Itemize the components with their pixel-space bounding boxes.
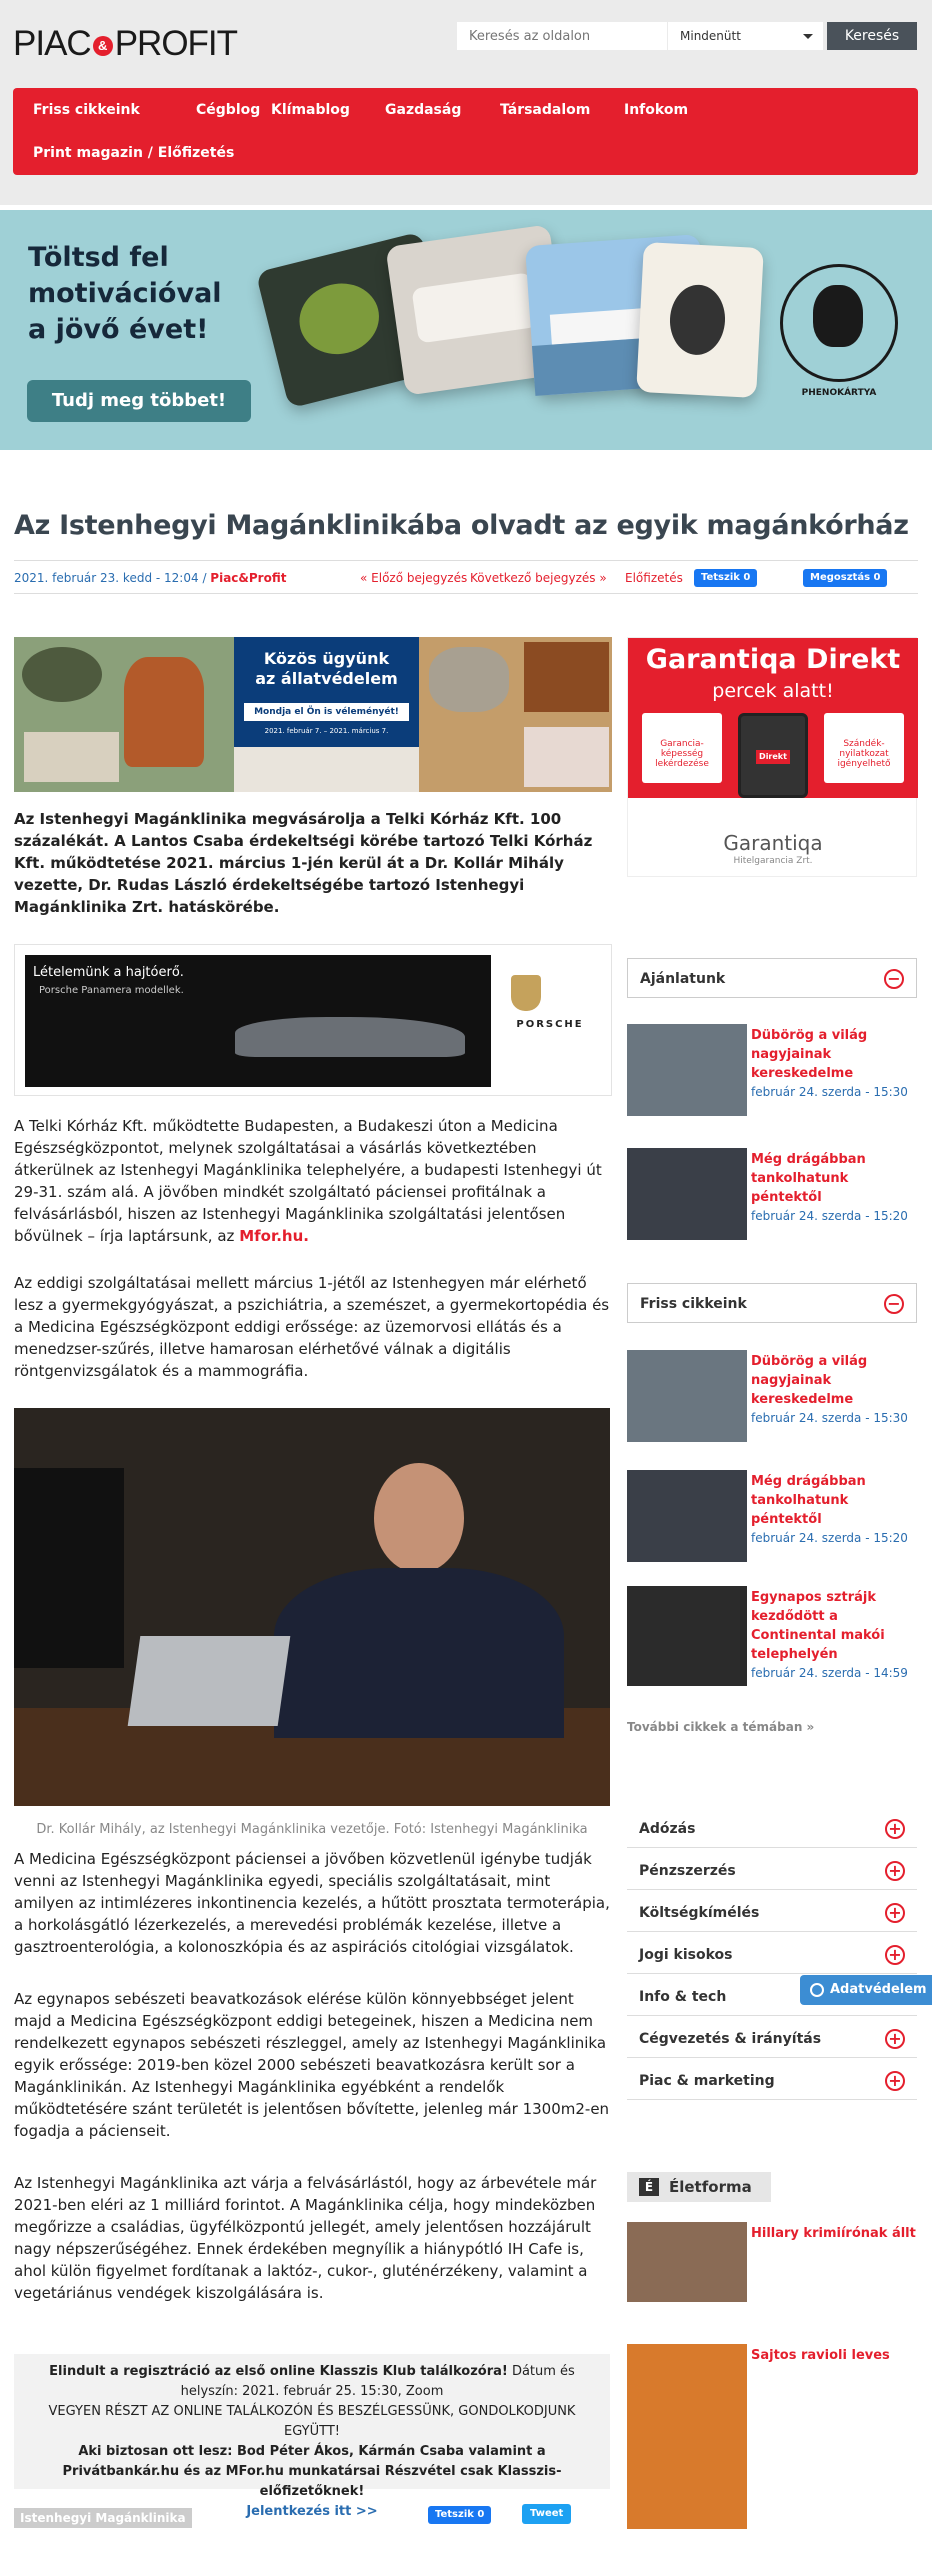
logo-ampersand: & bbox=[93, 36, 113, 56]
paragraph-1-text: A Telki Kórház Kft. működtette Budapesten, a Budakeszi úton a Medicina Egészségközpontot, melynek szolgáltatásai a vásárlás következtében átkerülnek az Istenhegyi Magánklinika telephelyére, a budapesti Istenhegyi út 29-31. szám alá. A jövőben mindkét szolgáltató páciensei profitálnak a felvásárlásból, hiszen az Istenhegyi Magánklinika szolgáltatási jelentősen bővülnek – írja laptársunk, az bbox=[14, 1117, 602, 1245]
eletforma-title: Életforma bbox=[669, 2178, 752, 2196]
news-item-text bbox=[751, 1472, 916, 1548]
garantiqa-brand-sub: Hitelgarancia Zrt. bbox=[733, 856, 813, 866]
porsche-crest-logo bbox=[511, 975, 541, 1011]
news-item-text bbox=[751, 1352, 916, 1428]
subscribe-link[interactable]: Előfizetés bbox=[625, 571, 683, 585]
facebook-like-label: Tetszik 0 bbox=[701, 572, 751, 583]
news-title[interactable]: Még drágábban tankolhatunk péntektől bbox=[751, 1474, 866, 1527]
collapse-icon[interactable]: − bbox=[884, 1294, 904, 1314]
article-source-link[interactable]: Piac&Profit bbox=[210, 571, 287, 585]
expand-icon[interactable]: + bbox=[885, 1819, 905, 1839]
main-nav bbox=[13, 88, 918, 175]
next-post-link[interactable]: Következő bejegyzés » bbox=[470, 571, 607, 585]
facebook-like-button[interactable] bbox=[694, 569, 757, 587]
article-photo bbox=[14, 1408, 610, 1806]
site-header bbox=[0, 0, 932, 205]
prev-post-link[interactable]: « Előző bejegyzés bbox=[360, 571, 468, 585]
porsche-sub: Porsche Panamera modellek. bbox=[39, 985, 184, 996]
seal-portrait-image bbox=[813, 285, 863, 347]
facebook-share-label: Megosztás 0 bbox=[810, 572, 881, 583]
tires-thumbnail bbox=[627, 1586, 747, 1686]
ad-subtitle: Mondja el Ön is véleményét! bbox=[244, 703, 409, 721]
expand-icon[interactable]: + bbox=[885, 1945, 905, 1965]
porsche-tagline: Lételemünk a hajtóerő. bbox=[33, 965, 184, 980]
garantiqa-ad-sub: percek alatt! bbox=[712, 680, 834, 702]
monitor-image bbox=[14, 1468, 124, 1668]
ad-animal-photos-left bbox=[14, 637, 234, 792]
accordion-label: Adózás bbox=[639, 1821, 696, 1837]
news-title[interactable]: Egynapos sztrájk kezdődött a Continental makói telephelyén bbox=[751, 1590, 885, 1662]
tweet-button[interactable] bbox=[522, 2504, 571, 2524]
news-time: február 24. szerda - 15:20 bbox=[751, 1531, 908, 1545]
tweet-label: Tweet bbox=[530, 2508, 564, 2519]
logo-profit: PROFIT bbox=[114, 24, 238, 63]
bottom-facebook-like-button[interactable] bbox=[428, 2506, 491, 2524]
porsche-brand: PORSCHE bbox=[516, 1019, 584, 1030]
trucks-thumbnail bbox=[627, 1350, 747, 1442]
news-time: február 24. szerda - 15:30 bbox=[751, 1085, 908, 1099]
garantiqa-ad-left-box: Garancia-képesség lekérdezése bbox=[642, 713, 722, 783]
nav-tarsadalom[interactable]: Társadalom bbox=[500, 102, 591, 118]
event-line-2: VEGYEN RÉSZT AZ ONLINE TALÁLKOZÓN ÉS BESZÉLGESSÜNK, GONDOLKODJUNK EGYÜTT! bbox=[48, 2404, 576, 2439]
eletforma-header[interactable] bbox=[627, 2172, 771, 2202]
garantiqa-ad[interactable] bbox=[627, 637, 917, 877]
accordion-cegvezetes[interactable] bbox=[627, 2020, 917, 2058]
garantiqa-ad-title: Garantiqa Direkt bbox=[645, 644, 901, 675]
ad-center-panel bbox=[234, 637, 419, 792]
direkt-badge: Direkt bbox=[756, 750, 790, 764]
accordion-label: Piac & marketing bbox=[639, 2073, 775, 2089]
banner-cta-button[interactable]: Tudj meg többet! bbox=[27, 380, 251, 422]
article-paragraph-5: Az Istenhegyi Magánklinika azt várja a felvásárlástól, hogy az árbevétele már 2021-ben eléri az 1 milliárd forintot. A Magánklinika célja, hogy mindeközben megőrizze a családias, ügyfélközpontú jellegét, amely jelentősen hozzájárult nagy népszerűségéhez. Ennek érdekében megnyílik a hiánypótló IH Cafe is, ahol külön figyelmet fordítanak a laktóz-, cukor-, gluténérzékeny, valamint a vegetáriánus vendégek kiszolgálására is. bbox=[14, 2174, 597, 2302]
event-signup-link[interactable]: Jelentkezés itt >> bbox=[246, 2504, 378, 2519]
more-articles-link[interactable]: További cikkek a témában » bbox=[627, 1720, 815, 1734]
news-time: február 24. szerda - 14:59 bbox=[751, 1666, 908, 1680]
chevron-down-icon bbox=[803, 34, 813, 39]
search-button[interactable]: Keresés bbox=[827, 22, 917, 50]
news-item-text bbox=[751, 1588, 916, 1683]
life-news-item[interactable] bbox=[627, 2222, 917, 2308]
nav-friss-cikkeink[interactable]: Friss cikkeink bbox=[33, 102, 140, 118]
nav-cegblog[interactable]: Cégblog bbox=[196, 102, 261, 118]
banner-headline-line2: motivációval bbox=[28, 278, 222, 309]
man-suit-image bbox=[274, 1568, 564, 1738]
seal-label: PHENOKÁRTYA bbox=[801, 388, 877, 398]
widget-ajanlatunk-header[interactable] bbox=[627, 958, 917, 998]
cow-image bbox=[24, 732, 119, 782]
garantiqa-ad-right-box: Szándék-nyilatkozat igényelhető bbox=[824, 713, 904, 783]
sidebar-news-item[interactable] bbox=[627, 1350, 917, 1446]
cat-image bbox=[429, 647, 509, 712]
event-line-1 bbox=[24, 2362, 600, 2402]
news-time: február 24. szerda - 15:30 bbox=[751, 1411, 908, 1425]
article-paragraph-2: Az eddigi szolgáltatásai mellett március 1-jétől az Istenhegyen már elérhető lesz a gyermekgyógyászat, a pszichiátria, a szemészet, a gyermekortopédia és a Medicina Egészségközpont eddigi erőssége: az üzemorvosi ellátás és a menedzser-szűrés, illetve hamarosan elérhetővé válnak a digitális röntgenvizsgálatok és a mammográfia. bbox=[14, 1274, 610, 1380]
collapse-icon[interactable]: − bbox=[884, 969, 904, 989]
facebook-share-button[interactable] bbox=[803, 569, 887, 587]
portrait-image bbox=[668, 283, 727, 356]
privacy-label: Adatvédelem bbox=[830, 1982, 927, 1997]
logo-piac: PIAC bbox=[13, 24, 91, 63]
sidebar-news-item[interactable] bbox=[627, 1024, 917, 1120]
life-news-title[interactable]: Hillary krimiírónak állt bbox=[751, 2226, 916, 2241]
article-tag[interactable]: Istenhegyi Magánklinika bbox=[14, 2508, 192, 2528]
search-scope-value: Mindenütt bbox=[680, 29, 741, 43]
life-news-title[interactable]: Sajtos ravioli leves bbox=[751, 2348, 890, 2363]
man-face-image bbox=[374, 1463, 464, 1573]
ad-title-line2: az állatvédelem bbox=[255, 669, 398, 688]
news-time: február 24. szerda - 15:20 bbox=[751, 1209, 908, 1223]
ad-dates: 2021. február 7. – 2021. március 7. bbox=[264, 727, 389, 735]
site-logo[interactable] bbox=[13, 24, 237, 64]
porsche-ad-image bbox=[25, 955, 491, 1087]
accordion-label: Jogi kisokos bbox=[639, 1947, 733, 1963]
article-paragraph-3: A Medicina Egészségközpont páciensei a jövőben közvetlenül igénybe tudják venni az Istenhegyi Magánklinika egyedi, speciális szolgáltatásait, mint amilyen az intimlézeres inkontinencia kezelés, a hűtött prosztata termoterápia, a horkolásgátló lézerkezelés, a merevedési problémák kezelése, illetve a gasztroenterológia, a kolonoszkópia és az aspirációs citológiai vizsgálatok. bbox=[14, 1850, 610, 1956]
ravioli-soup-thumbnail bbox=[627, 2344, 747, 2529]
widget-friss-title: Friss cikkeink bbox=[640, 1296, 747, 1312]
accordion-adozas[interactable] bbox=[627, 1810, 917, 1848]
banner-headline-line1: Töltsd fel bbox=[28, 242, 169, 273]
nav-infokom[interactable]: Infokom bbox=[624, 102, 689, 118]
garantiqa-brand: Garantiqa bbox=[723, 831, 823, 855]
horse-image bbox=[524, 642, 609, 712]
rabbit-image bbox=[524, 727, 609, 787]
expand-icon[interactable]: + bbox=[885, 2071, 905, 2091]
privacy-button[interactable] bbox=[800, 1975, 932, 2005]
ad-animal-photos-right bbox=[419, 637, 612, 792]
porsche-ad[interactable] bbox=[14, 944, 612, 1096]
accordion-label: Pénzszerzés bbox=[639, 1863, 736, 1879]
accordion-jogi-kisokos[interactable] bbox=[627, 1936, 917, 1974]
banner-card-portrait bbox=[636, 242, 764, 398]
food-bowl-image bbox=[292, 275, 387, 362]
search-scope-select[interactable] bbox=[668, 22, 823, 50]
photo-caption: Dr. Kollár Mihály, az Istenhegyi Magánklinika vezetője. Fotó: Istenhegyi Magánklinika bbox=[36, 1822, 588, 1837]
expand-icon[interactable]: + bbox=[885, 2029, 905, 2049]
news-item-text bbox=[751, 1150, 916, 1226]
fuel-pump-thumbnail bbox=[627, 1470, 747, 1562]
nav-klimablog[interactable]: Klímablog bbox=[271, 102, 350, 118]
article-paragraph-1 bbox=[14, 1115, 612, 1247]
article-date: 2021. február 23. kedd - 12:04 bbox=[14, 571, 199, 585]
szechenyi-seal-logo bbox=[780, 264, 898, 382]
news-item-text bbox=[751, 1026, 916, 1102]
animal-protection-ad[interactable] bbox=[14, 637, 612, 792]
turtle-image bbox=[22, 647, 102, 702]
event-date: Dátum és helyszín: 2021. február 25. 15:30, Zoom bbox=[180, 2364, 575, 2399]
banner-headline-line3: a jövő évet! bbox=[28, 314, 209, 345]
mfor-link[interactable]: Mfor.hu. bbox=[239, 1227, 309, 1245]
widget-friss-header[interactable] bbox=[627, 1283, 917, 1323]
pillow-image bbox=[411, 272, 537, 343]
trucks-thumbnail bbox=[627, 1024, 747, 1116]
news-title[interactable]: Dübörög a világ nagyjainak kereskedelme bbox=[751, 1028, 868, 1081]
life-news-item[interactable] bbox=[627, 2344, 917, 2534]
garantiqa-ad-banner bbox=[628, 638, 918, 798]
accordion-piac-marketing[interactable] bbox=[627, 2062, 917, 2100]
ad-farm-animals-image bbox=[234, 747, 419, 792]
nav-gazdasag[interactable]: Gazdaság bbox=[385, 102, 462, 118]
ad-title-line1: Közös ügyünk bbox=[263, 649, 390, 668]
search-input[interactable] bbox=[457, 22, 667, 50]
event-line-3: Aki biztosan ott lesz: Bod Péter Ákos, Kármán Csaba valamint a Privátbankár.hu és az MFor.hu munkatársai Részvétel csak Klasszis-előfizetőknek! bbox=[62, 2444, 562, 2499]
news-title[interactable]: Még drágábban tankolhatunk péntektől bbox=[751, 1152, 866, 1205]
gear-icon bbox=[810, 1983, 824, 1997]
dog-image bbox=[124, 657, 204, 767]
article-lead: Az Istenhegyi Magánklinika megvásárolja a Telki Kórház Kft. 100 százalékát. A Lantos Csaba érdekeltségi körébe tartozó Telki Kórház Kft. működtetése 2021. március 1-jén kerül át a Dr. Kollár Mihály vezette, Dr. Rudas László érdekeltségébe tartozó Istenhegyi Magánklinika Zrt. hatáskörébe. bbox=[14, 810, 593, 916]
laptop-image bbox=[128, 1636, 291, 1726]
banner-headline bbox=[28, 240, 228, 348]
accordion-penzszerzes[interactable] bbox=[627, 1852, 917, 1890]
sidebar-news-item[interactable] bbox=[627, 1586, 917, 1696]
fuel-pump-thumbnail bbox=[627, 1148, 747, 1240]
expand-icon[interactable]: + bbox=[885, 1903, 905, 1923]
ad-title bbox=[234, 649, 419, 689]
article-paragraph-4: Az egynapos sebészeti beavatkozások elérése külön könnyebbséget jelent majd a Medicina Egészségközpont eddigi betegeinek, hiszen a Medicina nem rendelkezett egynapos sebészeti részleggel, amely az Istenhegyi Magánklinika egyik erőssége: 2019-ben közel 2000 sebészeti beavatkozásra került sor a Magánklinikán. Az Istenhegyi Magánklinika egyébként a rendelők működtetésére szánt területét is jelentősen bővítette, jelenleg már 1300m2-en fogadja a pácienseit. bbox=[14, 1990, 610, 2140]
accordion-label: Cégvezetés & irányítás bbox=[639, 2031, 822, 2047]
accordion-label: Info & tech bbox=[639, 1989, 727, 2005]
sidebar-news-item[interactable] bbox=[627, 1148, 917, 1244]
sidebar-news-item[interactable] bbox=[627, 1470, 917, 1566]
expand-icon[interactable]: + bbox=[885, 1861, 905, 1881]
news-title[interactable]: Dübörög a világ nagyjainak kereskedelme bbox=[751, 1354, 868, 1407]
accordion-koltsegkimeles[interactable] bbox=[627, 1894, 917, 1932]
event-headline: Elindult a regisztráció az első online Klasszis Klub találkozóra! bbox=[49, 2364, 508, 2379]
nav-print-magazin[interactable]: Print magazin / Előfizetés bbox=[33, 145, 235, 161]
car-image bbox=[235, 1017, 465, 1057]
article-meta-bar bbox=[14, 560, 918, 594]
bottom-facebook-like-label: Tetszik 0 bbox=[435, 2509, 485, 2520]
promo-banner[interactable] bbox=[0, 210, 932, 450]
eletforma-icon: É bbox=[639, 2178, 659, 2196]
widget-ajanlatunk-title: Ajánlatunk bbox=[640, 971, 726, 987]
article-title: Az Istenhegyi Magánklinikába olvadt az egyik magánkórház bbox=[14, 510, 909, 541]
hillary-thumbnail bbox=[627, 2222, 747, 2302]
accordion-label: Költségkímélés bbox=[639, 1905, 760, 1921]
article-date-line: 2021. február 23. kedd - 12:04 / Piac&Profit bbox=[14, 571, 287, 585]
